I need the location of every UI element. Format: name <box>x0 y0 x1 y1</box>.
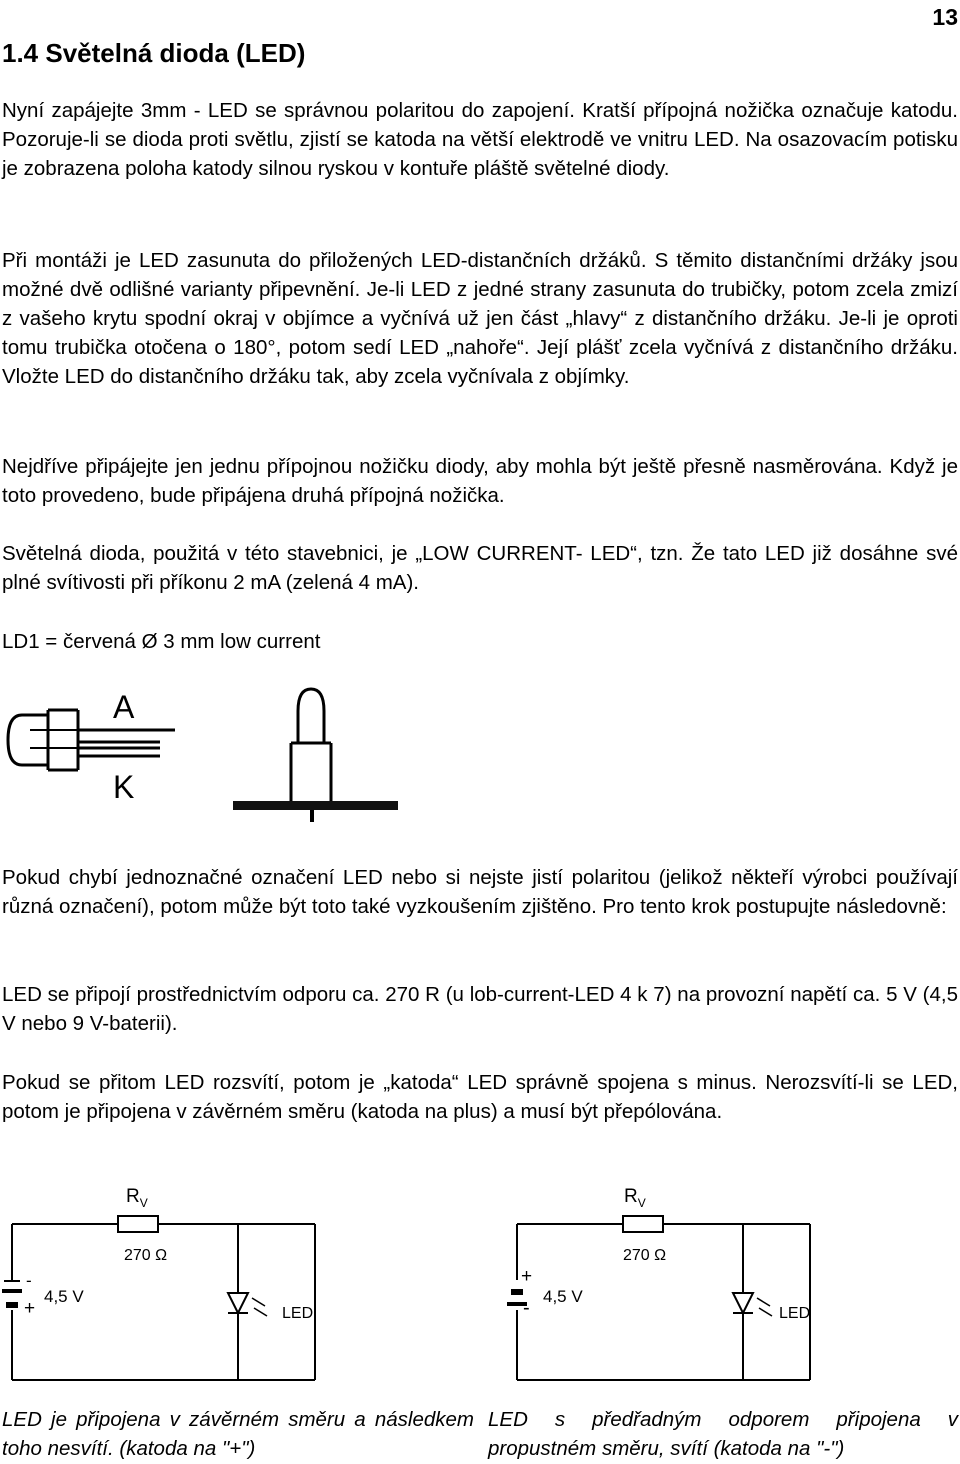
page-number: 13 <box>932 4 958 30</box>
resistor-value: 270 Ω <box>623 1247 667 1264</box>
polarity-sign-top: - <box>26 1271 32 1290</box>
voltage-label: 4,5 V <box>44 1287 84 1306</box>
circuit-diagram-forward <box>505 1210 845 1395</box>
resistor-label: $R_V$ <box>126 1186 148 1210</box>
led-holder-figure <box>225 683 410 828</box>
paragraph-mounting: Při montáži je LED zasunuta do přiložených LED-distančních držáků. S těmito distančními držáky jsou možné dvě odlišné varianty připevnění. Je-li LED z jedné strany zasunuta do trubičky, potom zcela zmizí z vašeho krytu spodní okraj v objímce a vyčnívá už jen část „hlavy“ z distančního držáku. Je-li je oproti tomu trubička otočena o 180°, potom sedí LED „nahoře“. Její plášť zcela vyčnívá z distančního držáku. Vložte LED do distančního držáku tak, aby zcela vyčnívala z objímky. <box>2 249 958 388</box>
paragraph-test-setup: LED se připojí prostřednictvím odporu ca. 270 R (u lob-current-LED 4 k 7) na provozní napětí ca. 5 V (4,5 V nebo 9 V-baterii). <box>2 983 958 1035</box>
resistor-label: $R_V$ <box>624 1186 646 1210</box>
circuit-board <box>233 801 398 810</box>
paragraph-part-spec: LD1 = červená Ø 3 mm low current <box>2 630 321 653</box>
polarity-sign-bottom: - <box>523 1297 530 1319</box>
paragraph-test-intro: Pokud chybí jednoznačné označení LED nebo si nejste jistí polaritou (jelikož někteří výrobci používají různá označení), potom může být toto také vyzkoušením zjištěno. Pro tento krok postupujte následovně: <box>2 866 958 918</box>
caption-forward: LED s předřadným odporem připojena v propustném směru, svítí (katoda na "-") <box>488 1408 958 1460</box>
paragraph-soldering: Nejdříve připájejte jen jednu přípojnou nožičku diody, aby mohla být ještě přesně nasměrována. Když je toto provedeno, bude připájena druhá přípojná nožička. <box>2 455 958 507</box>
anode-label: A <box>113 689 135 725</box>
led-label: LED <box>282 1305 314 1322</box>
polarity-sign-bottom: + <box>24 1298 36 1319</box>
paragraph-polarity: Nyní zapájejte 3mm - LED se správnou polaritou do zapojení. Kratší přípojná nožička označuje katodu. Pozoruje-li se dioda proti světlu, zjistí se katoda na větší elektrodě ve vnitru LED. Na osazovacím potisku je zobrazena poloha katody silnou ryskou v kontuře pláště světelné diody. <box>2 99 958 180</box>
voltage-label: 4,5 V <box>543 1287 583 1306</box>
led-side-view-figure <box>0 680 200 805</box>
cathode-label: K <box>113 769 135 805</box>
caption-reverse: LED je připojena v závěrném směru a následkem toho nesvítí. (katoda na "+") <box>2 1408 474 1460</box>
paragraph-low-current: Světelná dioda, použitá v této stavebnici, je „LOW CURRENT- LED“, tzn. Že tato LED již dosáhne své plné svítivosti při příkonu 2 mA (zelená 4 mA). <box>2 542 958 594</box>
page-title: 1.4 Světelná dioda (LED) <box>2 38 306 68</box>
circuit-diagram-reverse <box>0 1210 340 1395</box>
resistor-value: 270 Ω <box>124 1247 168 1264</box>
paragraph-test-result: Pokud se přitom LED rozsvítí, potom je „katoda“ LED správně spojena s minus. Nerozsvítí-li se LED, potom je připojena v závěrném směru (katoda na plus) a musí být přepólována. <box>2 1071 958 1123</box>
led-label: LED <box>779 1305 811 1322</box>
polarity-sign-top: + <box>521 1266 533 1287</box>
